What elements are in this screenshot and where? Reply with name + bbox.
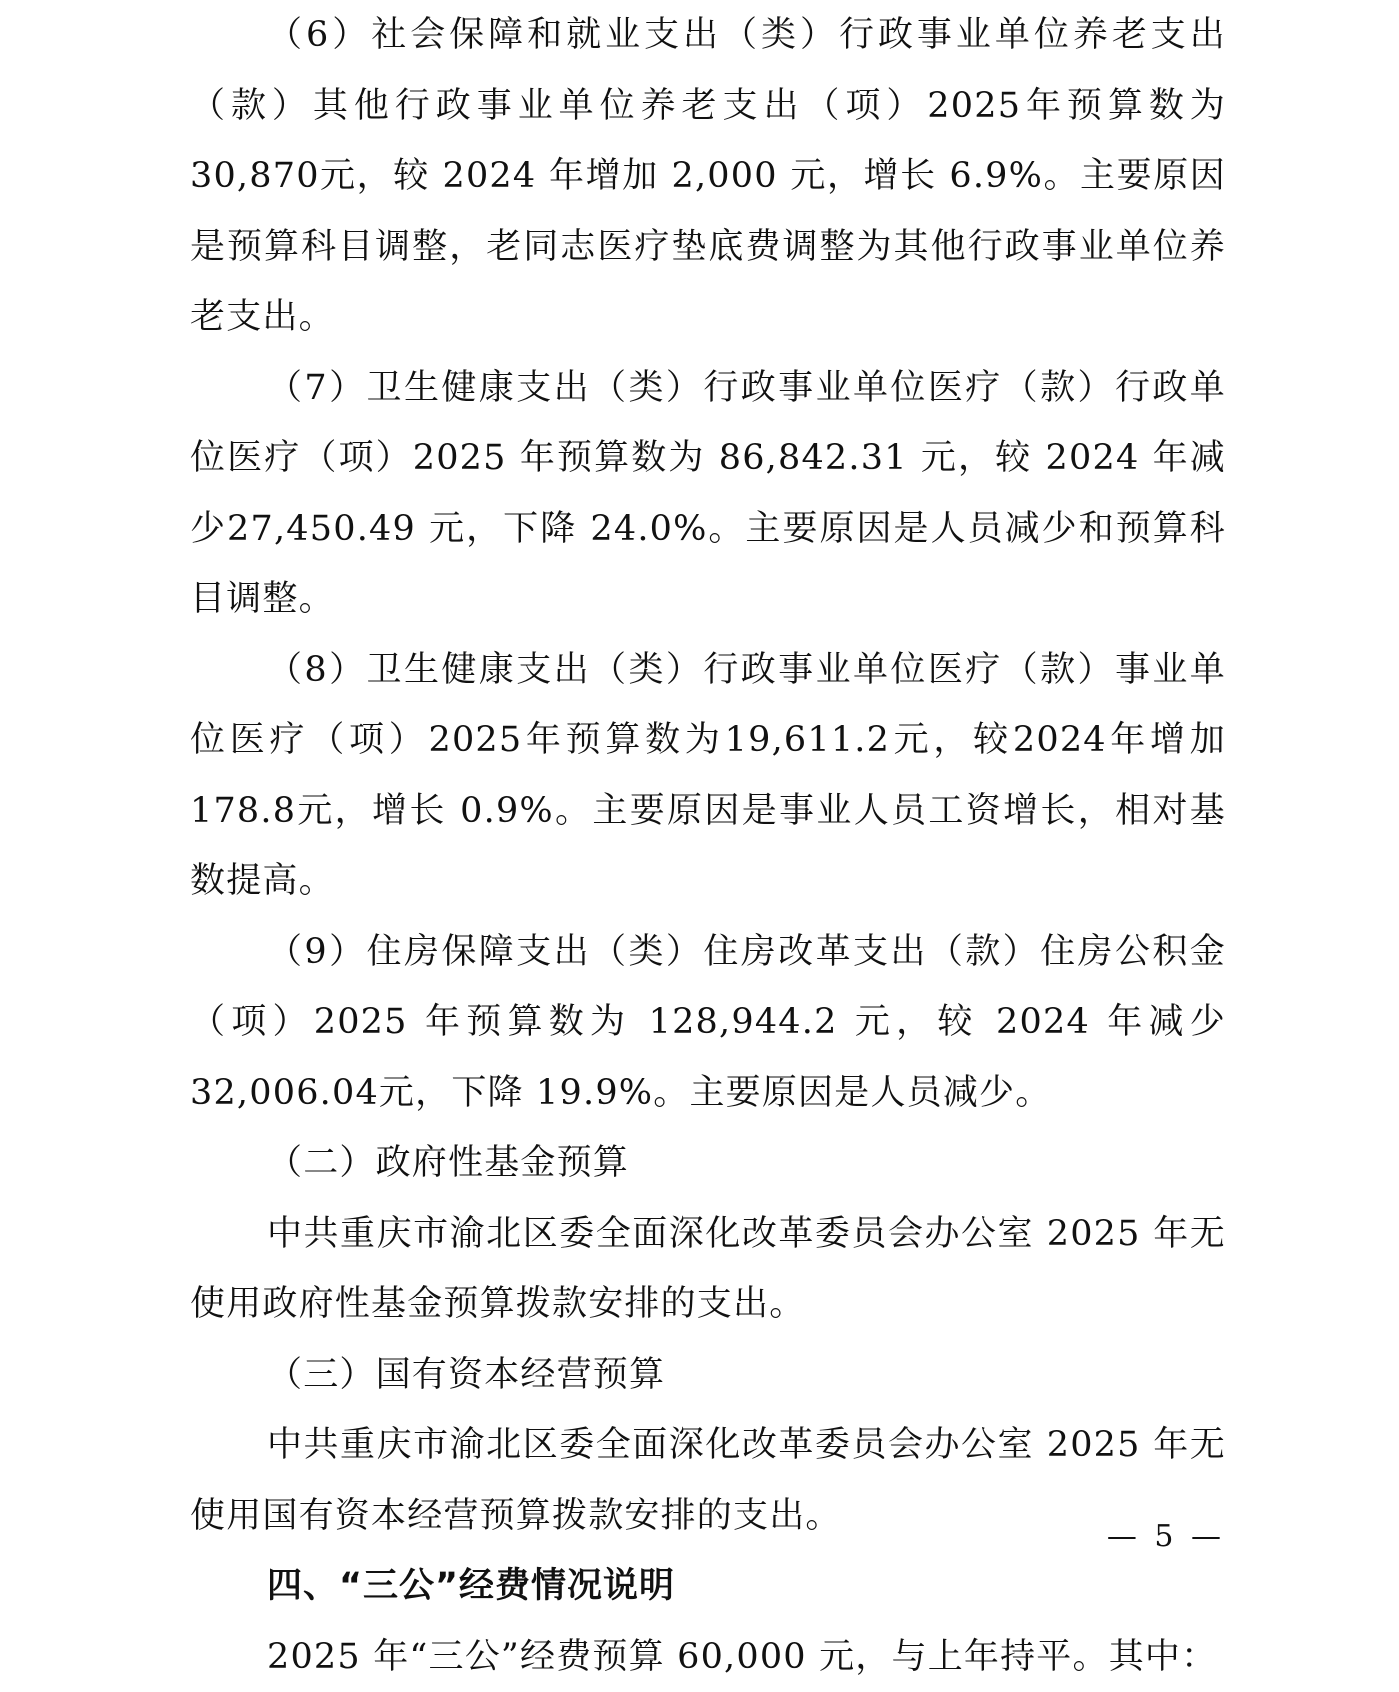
paragraph-item-6: （6）社会保障和就业支出（类）行政事业单位养老支出（款）其他行政事业单位养老支出（项）2025年预算数为30,870元，较 2024 年增加 2,000 元，增长 6.9%。主要原因是预算科目调整，老同志医疗垫底费调整为其他行政事业单位养老支出。 [190,0,1226,353]
document-body [190,0,1226,1692]
section-body-state-capital: 中共重庆市渝北区委全面深化改革委员会办公室 2025 年无使用国有资本经营预算拨款安排的支出。 [190,1410,1226,1551]
section-body-three-public: 2025 年“三公”经费预算 60,000 元，与上年持平。其中： [190,1622,1226,1692]
paragraph-item-9: （9）住房保障支出（类）住房改革支出（款）住房公积金（项）2025 年预算数为 128,944.2 元，较 2024 年减少 32,006.04元，下降 19.9%。主要原因是人员减少。 [190,917,1226,1129]
page-number: — 5 — [1107,1520,1225,1554]
section-heading-three-public: 四、“三公”经费情况说明 [190,1551,1226,1622]
paragraph-item-8: （8）卫生健康支出（类）行政事业单位医疗（款）事业单位医疗（项）2025年预算数为19,611.2元，较2024年增加178.8元，增长 0.9%。主要原因是事业人员工资增长，相对基数提高。 [190,635,1226,917]
section-body-gov-fund: 中共重庆市渝北区委全面深化改革委员会办公室 2025 年无使用政府性基金预算拨款安排的支出。 [190,1199,1226,1340]
section-heading-state-capital: （三）国有资本经营预算 [190,1340,1226,1411]
paragraph-item-7: （7）卫生健康支出（类）行政事业单位医疗（款）行政单位医疗（项）2025 年预算数为 86,842.31 元，较 2024 年减少27,450.49 元，下降 24.0%。主要原因是人员减少和预算科目调整。 [190,353,1226,635]
section-heading-gov-fund: （二）政府性基金预算 [190,1128,1226,1199]
